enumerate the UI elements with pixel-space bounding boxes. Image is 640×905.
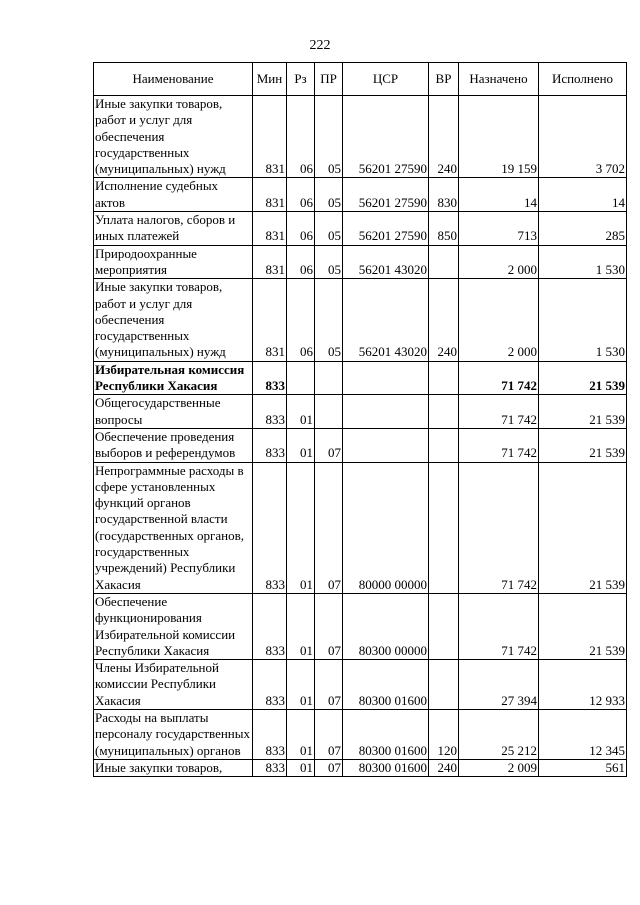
cell-csr: 80300 00000	[343, 593, 429, 659]
cell-assigned: 71 742	[459, 428, 539, 462]
cell-name: Обеспечение функционирования Избирательной комиссии Республики Хакасия	[94, 593, 253, 659]
cell-csr: 56201 27590	[343, 212, 429, 246]
cell-name: Члены Избирательной комиссии Республики Хакасия	[94, 660, 253, 710]
table-header-row	[94, 63, 627, 96]
cell-rz: 06	[287, 212, 315, 246]
table-row	[94, 178, 627, 212]
cell-executed: 21 539	[539, 593, 627, 659]
cell-pr: 07	[315, 709, 343, 759]
cell-executed: 21 539	[539, 361, 627, 395]
cell-vr	[429, 395, 459, 429]
header-min: Мин	[253, 63, 287, 96]
cell-pr: 05	[315, 245, 343, 279]
table-row	[94, 279, 627, 361]
cell-min: 833	[253, 462, 287, 593]
table-row	[94, 96, 627, 178]
cell-rz	[287, 361, 315, 395]
header-pr: ПР	[315, 63, 343, 96]
cell-pr: 05	[315, 279, 343, 361]
cell-assigned: 25 212	[459, 709, 539, 759]
cell-executed: 21 539	[539, 462, 627, 593]
cell-pr: 07	[315, 660, 343, 710]
cell-name: Уплата налогов, сборов и иных платежей	[94, 212, 253, 246]
cell-name: Иные закупки товаров, работ и услуг для обеспечения государственных (муниципальных) нужд	[94, 279, 253, 361]
cell-rz: 06	[287, 178, 315, 212]
cell-csr	[343, 428, 429, 462]
cell-vr	[429, 361, 459, 395]
cell-csr: 80300 01600	[343, 660, 429, 710]
table-row	[94, 245, 627, 279]
cell-executed: 1 530	[539, 279, 627, 361]
table-row	[94, 759, 627, 776]
cell-vr	[429, 462, 459, 593]
cell-csr: 80300 01600	[343, 709, 429, 759]
cell-executed: 14	[539, 178, 627, 212]
cell-executed: 12 933	[539, 660, 627, 710]
cell-vr	[429, 593, 459, 659]
cell-executed: 12 345	[539, 709, 627, 759]
cell-pr: 07	[315, 759, 343, 776]
header-csr: ЦСР	[343, 63, 429, 96]
cell-min: 833	[253, 660, 287, 710]
cell-csr: 80000 00000	[343, 462, 429, 593]
cell-min: 831	[253, 212, 287, 246]
cell-min: 833	[253, 361, 287, 395]
cell-rz: 01	[287, 395, 315, 429]
cell-pr: 07	[315, 428, 343, 462]
table-row	[94, 462, 627, 593]
cell-rz: 01	[287, 428, 315, 462]
cell-pr: 07	[315, 593, 343, 659]
cell-name: Исполнение судебных актов	[94, 178, 253, 212]
cell-vr: 120	[429, 709, 459, 759]
header-rz: Рз	[287, 63, 315, 96]
cell-vr	[429, 428, 459, 462]
cell-csr: 56201 43020	[343, 279, 429, 361]
cell-csr: 56201 27590	[343, 96, 429, 178]
cell-pr: 05	[315, 96, 343, 178]
cell-csr: 56201 27590	[343, 178, 429, 212]
cell-name: Иные закупки товаров,	[94, 759, 253, 776]
cell-executed: 285	[539, 212, 627, 246]
cell-assigned: 19 159	[459, 96, 539, 178]
cell-rz: 01	[287, 462, 315, 593]
cell-vr: 830	[429, 178, 459, 212]
cell-name: Иные закупки товаров, работ и услуг для обеспечения государственных (муниципальных) нужд	[94, 96, 253, 178]
cell-pr: 05	[315, 212, 343, 246]
table-row	[94, 593, 627, 659]
cell-assigned: 14	[459, 178, 539, 212]
cell-pr: 07	[315, 462, 343, 593]
cell-name: Избирательная комиссия Республики Хакасия	[94, 361, 253, 395]
cell-name: Обеспечение проведения выборов и референдумов	[94, 428, 253, 462]
cell-csr: 80300 01600	[343, 759, 429, 776]
cell-executed: 1 530	[539, 245, 627, 279]
cell-rz: 01	[287, 593, 315, 659]
cell-vr: 240	[429, 96, 459, 178]
cell-vr: 240	[429, 279, 459, 361]
cell-assigned: 2 009	[459, 759, 539, 776]
header-vr: ВР	[429, 63, 459, 96]
cell-vr: 850	[429, 212, 459, 246]
cell-min: 831	[253, 96, 287, 178]
cell-min: 833	[253, 709, 287, 759]
cell-assigned: 27 394	[459, 660, 539, 710]
cell-min: 831	[253, 279, 287, 361]
cell-assigned: 71 742	[459, 462, 539, 593]
cell-csr	[343, 361, 429, 395]
cell-pr	[315, 395, 343, 429]
table-row	[94, 428, 627, 462]
cell-vr	[429, 660, 459, 710]
cell-assigned: 71 742	[459, 395, 539, 429]
cell-pr: 05	[315, 178, 343, 212]
cell-name: Общегосударственные вопросы	[94, 395, 253, 429]
table-row	[94, 660, 627, 710]
cell-min: 833	[253, 395, 287, 429]
cell-min: 833	[253, 428, 287, 462]
cell-executed: 21 539	[539, 428, 627, 462]
budget-table	[93, 62, 627, 777]
cell-csr: 56201 43020	[343, 245, 429, 279]
cell-rz: 01	[287, 759, 315, 776]
cell-executed: 3 702	[539, 96, 627, 178]
cell-assigned: 71 742	[459, 361, 539, 395]
table-body	[94, 96, 627, 777]
cell-assigned: 71 742	[459, 593, 539, 659]
cell-min: 833	[253, 759, 287, 776]
header-assigned: Назначено	[459, 63, 539, 96]
table-row	[94, 212, 627, 246]
table-row	[94, 361, 627, 395]
table-row	[94, 709, 627, 759]
cell-executed: 21 539	[539, 395, 627, 429]
cell-executed: 561	[539, 759, 627, 776]
cell-name: Природоохранные мероприятия	[94, 245, 253, 279]
cell-min: 831	[253, 178, 287, 212]
header-executed: Исполнено	[539, 63, 627, 96]
cell-assigned: 713	[459, 212, 539, 246]
cell-rz: 06	[287, 245, 315, 279]
cell-name: Непрограммные расходы в сфере установленных функций органов государственной власти (государственных органов, государственных учреждений) Республики Хакасия	[94, 462, 253, 593]
cell-name: Расходы на выплаты персоналу государственных (муниципальных) органов	[94, 709, 253, 759]
cell-assigned: 2 000	[459, 279, 539, 361]
cell-min: 833	[253, 593, 287, 659]
cell-min: 831	[253, 245, 287, 279]
cell-rz: 01	[287, 660, 315, 710]
cell-rz: 01	[287, 709, 315, 759]
cell-vr	[429, 245, 459, 279]
header-name: Наименование	[94, 63, 253, 96]
cell-rz: 06	[287, 279, 315, 361]
table-row	[94, 395, 627, 429]
cell-vr: 240	[429, 759, 459, 776]
cell-csr	[343, 395, 429, 429]
page-number: 222	[309, 38, 331, 53]
cell-rz: 06	[287, 96, 315, 178]
cell-pr	[315, 361, 343, 395]
cell-assigned: 2 000	[459, 245, 539, 279]
